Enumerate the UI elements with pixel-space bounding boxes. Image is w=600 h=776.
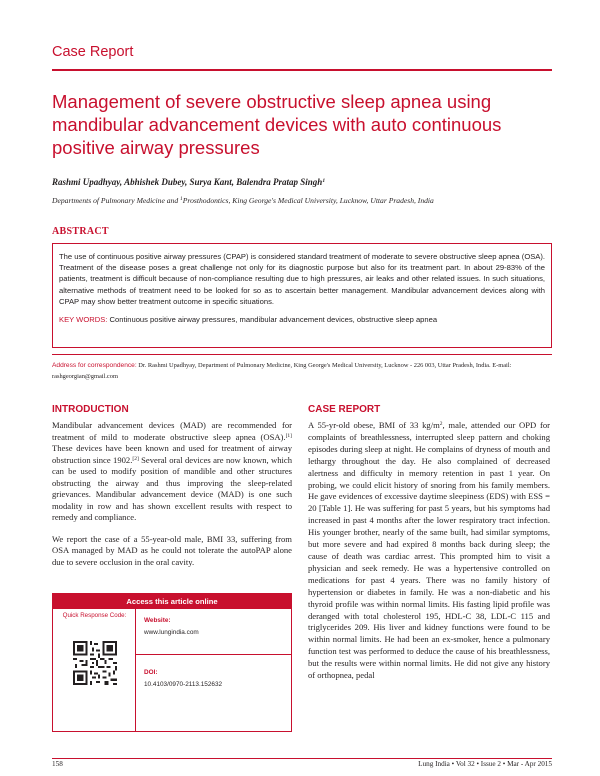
correspondence-text: Dr. Rashmi Upadhyay, Department of Pulmonary Medicine, King George's Medical University, Lucknow - 226 003, Uttar Pradesh, India. E-mail: rashgeorgian@gmail.com (52, 362, 512, 380)
case-text-a: A 55-yr-old obese, BMI of 33 kg/m (308, 420, 440, 430)
article-title: Management of severe obstructive sleep apnea using mandibular advancement devices with auto continuous positive airway pressures (52, 91, 502, 158)
website-row (136, 609, 291, 655)
correspondence-divider (52, 354, 552, 355)
author-list (52, 177, 552, 187)
keywords-label: KEY WORDS: (59, 315, 108, 325)
page-number: 158 (52, 760, 63, 768)
doi-label: DOI: (144, 669, 158, 676)
keywords-text: Continuous positive airway pressures, mandibular advancement devices, obstructive sleep apnea (109, 315, 438, 325)
qr-code-icon[interactable] (73, 641, 117, 685)
case-report-body (308, 420, 550, 682)
author-names: Rashmi Upadhyay, Abhishek Dubey, Surya Kant, Balendra Pratap Singh (52, 177, 323, 187)
journal-info: Lung India • Vol 32 • Issue 2 • Mar - Apr 2015 (418, 760, 552, 768)
case-report-paragraph (308, 420, 550, 682)
abstract-heading: ABSTRACT (52, 226, 109, 237)
intro-text-a: Mandibular advancement devices (MAD) are recommended for treatment of mild to moderate obstructive sleep apnea (OSA). (52, 420, 292, 442)
introduction-paragraph-2: We report the case of a 55-year-old male, BMI 33, suffering from OSA managed by MAD as he could not tolerate the autoPAP alone due to severe occlusion in the oral cavity. (52, 533, 292, 567)
abstract-box (52, 243, 552, 348)
affiliation-part-b: Prosthodontics, King George's Medical University, Lucknow, Uttar Pradesh, India (182, 196, 434, 205)
access-online-box (52, 593, 292, 732)
introduction-paragraph-1 (52, 420, 292, 524)
citation-1[interactable]: [1] (285, 432, 292, 439)
affiliation-part-a: Departments of Pulmonary Medicine and (52, 196, 181, 205)
introduction-heading: INTRODUCTION (52, 404, 129, 415)
case-text-b: , male, attended our OPD for complaints of breathlessness, interrupted sleep pattern and choking episodes during sleep at night. He complains of dryness of mouth and lethargy throughout the day. He also complained of decreased alertness and difficulty in memory retention in past 1 year. On probing, we could elicit history of snoring from his family members. He gave evidences of excessive daytime sleepiness (EDS) with ESS = 20 [Table 1]. He was suffering for past 5 years, but his symptoms had increased in past 4 months after the lower respiratory tract infection. His younger brother, nearly of the same built, had similar symptoms, but more severe and had expired 8 months back during sleep; the cause of death was cardiac arrest. This prompted him to visit a physician and seek remedy. He was a hypertensive controlled on medications for past 4 years. There was no family history of hypertension or diabetes in family. He was a non-diabetic and his thyroid profile was within normal limits. His fasting lipid profile was deranged with total cholesterol 195, HDL-C 38, LDL-C 115 and triglycerides 209. His liver and kidney functions were found to be within normal limits. He had been an ex-smoker, hence a pulmonary function test was performed to deduce the cause of his breathlessness, but the results were within normal limits. He did not give any history of orthopnea, pedal (308, 420, 550, 681)
correspondence-label: Address for correspondence: (52, 362, 137, 369)
doi-value[interactable]: 10.4103/0970-2113.152632 (144, 681, 223, 688)
qr-label: Quick Response Code: (62, 612, 127, 619)
affiliation-superscript: 1 (180, 196, 183, 202)
introduction-body (52, 420, 292, 578)
abstract-text: The use of continuous positive airway pressures (CPAP) is considered standard treatment of moderate to severe obstructive sleep apnea (OSA). Treatment of the disease poses a great challenge not only for its diagnostic purpose but also for its treatment part. In about 29-83% of the patients, treatment is difficult because of non-compliance resulting due to high pressures, air leaks and other related issues. In such situations, alternative methods of treatment need to be looked for so as to ascertain better management. Mandibular advancement devices along with CPAP may show better treatment outcome in specific situations. (59, 252, 545, 306)
qr-cell (53, 609, 136, 731)
affiliations (52, 196, 552, 205)
footer-divider (52, 758, 552, 759)
correspondence (52, 360, 552, 382)
title-divider (52, 69, 552, 71)
access-heading: Access this article online (53, 594, 291, 609)
intro-text-b: These devices have been known and used for treatment of airway obstruction since 1902. (52, 443, 292, 465)
intro-text-c: Several oral devices are now known, which can be used to modify position of mandible and other structures obstructing the airway and thus improving the sleep-related grievances. Mandibular advancement device (MAD) is one such modality in row and has shown excellent results with respect to remedy and compliance. (52, 454, 292, 522)
keywords (59, 315, 545, 324)
case-report-heading: CASE REPORT (308, 404, 381, 415)
author-superscript: 1 (322, 178, 326, 184)
website-label: Website: (144, 617, 171, 624)
section-label: Case Report (52, 44, 134, 60)
doi-row (136, 655, 291, 731)
unit-superscript: 2 (439, 421, 443, 427)
article-info-cell (136, 609, 291, 731)
website-link[interactable]: www.lungindia.com (144, 629, 199, 636)
citation-2[interactable]: [2] (132, 455, 139, 462)
